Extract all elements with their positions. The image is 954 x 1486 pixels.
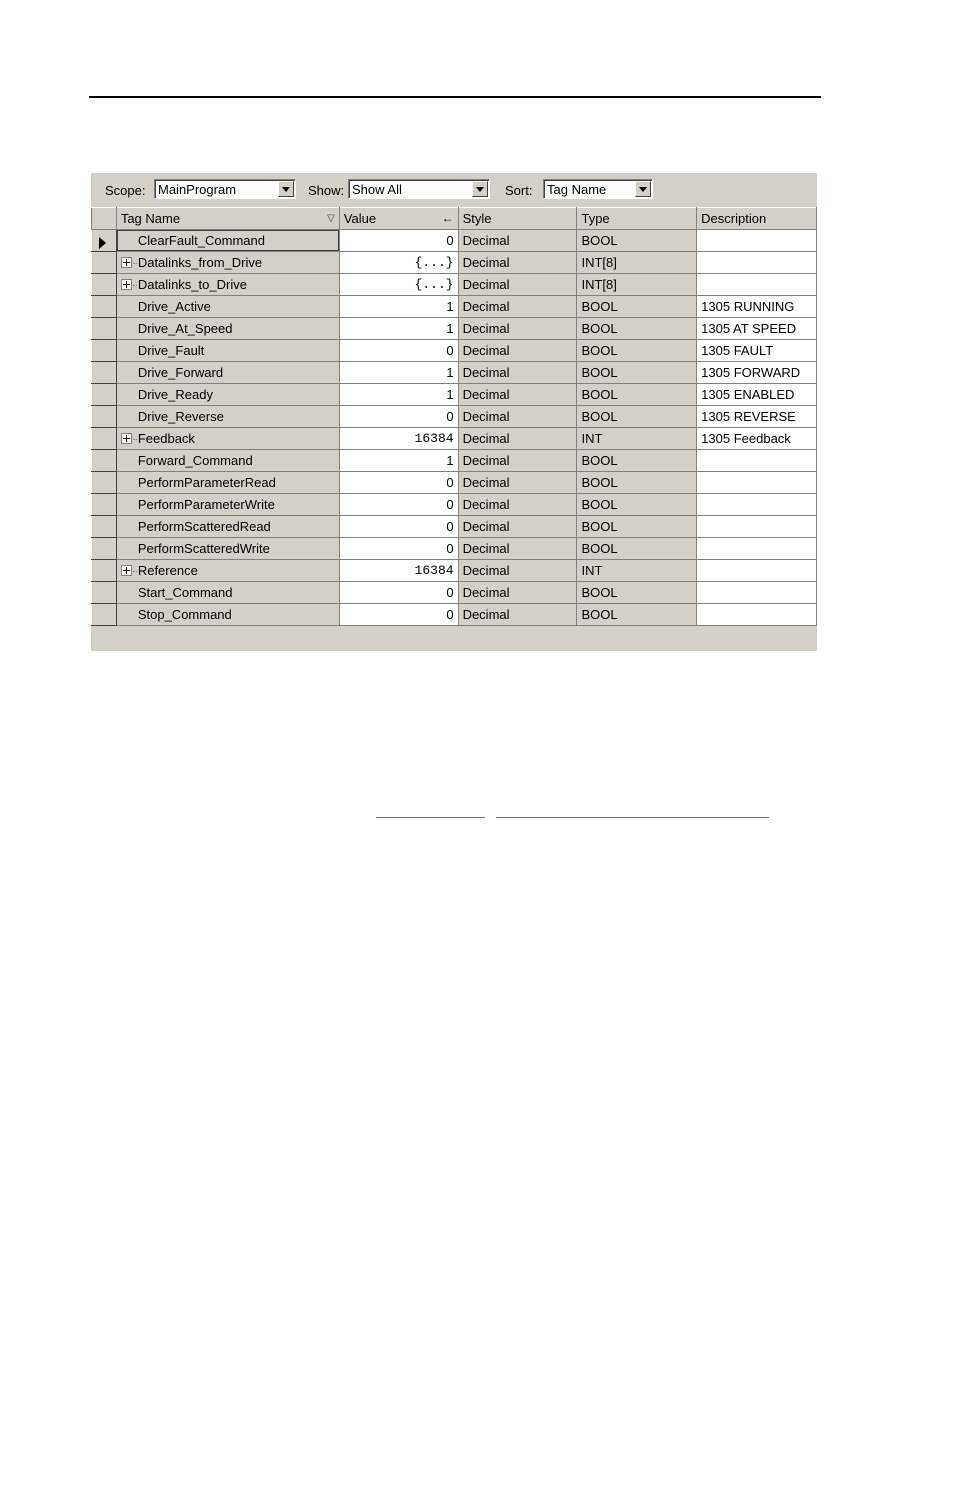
row-selector[interactable] bbox=[92, 296, 117, 318]
tag-description-cell[interactable] bbox=[697, 230, 817, 252]
tag-name-cell[interactable] bbox=[116, 560, 339, 582]
tag-value-cell[interactable]: {...} bbox=[339, 274, 458, 296]
column-header-description[interactable] bbox=[697, 208, 817, 230]
tag-type-cell: BOOL bbox=[577, 494, 697, 516]
tag-type-cell: BOOL bbox=[577, 450, 697, 472]
tag-name-text: Drive_Forward bbox=[137, 365, 224, 380]
tag-style-cell[interactable]: Decimal bbox=[458, 296, 577, 318]
table-row[interactable] bbox=[92, 340, 817, 362]
tag-name-cell[interactable] bbox=[116, 428, 339, 450]
tag-name-cell[interactable] bbox=[116, 604, 339, 626]
tag-value-cell[interactable]: 16384 bbox=[339, 428, 458, 450]
row-selector[interactable] bbox=[92, 516, 117, 538]
tag-type-cell: BOOL bbox=[577, 516, 697, 538]
row-selector[interactable] bbox=[92, 604, 117, 626]
tag-description-cell[interactable] bbox=[697, 604, 817, 626]
tag-value-cell[interactable]: 0 bbox=[339, 604, 458, 626]
tag-type-cell: BOOL bbox=[577, 230, 697, 252]
table-row[interactable] bbox=[92, 450, 817, 472]
tag-name-text: Start_Command bbox=[137, 585, 233, 600]
row-selector[interactable] bbox=[92, 472, 117, 494]
table-row[interactable] bbox=[92, 296, 817, 318]
tag-type-cell: INT bbox=[577, 560, 697, 582]
tag-name-cell[interactable] bbox=[116, 340, 339, 362]
tag-description-cell[interactable]: 1305 FORWARD bbox=[697, 362, 817, 384]
tag-editor-panel bbox=[91, 172, 817, 651]
tag-name-text: Stop_Command bbox=[137, 607, 232, 622]
tag-style-cell[interactable]: Decimal bbox=[458, 538, 577, 560]
tag-description-cell[interactable] bbox=[697, 274, 817, 296]
tag-type-cell: INT[8] bbox=[577, 252, 697, 274]
scope-dropdown[interactable] bbox=[154, 179, 296, 199]
row-selector[interactable] bbox=[92, 560, 117, 582]
expand-plus-icon[interactable] bbox=[121, 433, 132, 444]
table-row[interactable] bbox=[92, 604, 817, 626]
table-row[interactable] bbox=[92, 538, 817, 560]
tag-style-cell[interactable]: Decimal bbox=[458, 604, 577, 626]
table-row[interactable] bbox=[92, 318, 817, 340]
tag-description-cell[interactable] bbox=[697, 538, 817, 560]
tag-style-cell[interactable]: Decimal bbox=[458, 494, 577, 516]
tag-type-cell: BOOL bbox=[577, 318, 697, 340]
tree-connector bbox=[133, 571, 137, 572]
column-header-label: Type bbox=[581, 211, 610, 226]
tag-value-cell[interactable]: 0 bbox=[339, 406, 458, 428]
tag-table bbox=[91, 207, 817, 626]
tag-style-cell[interactable]: Decimal bbox=[458, 252, 577, 274]
tag-style-cell[interactable]: Decimal bbox=[458, 472, 577, 494]
tag-name-text: Drive_Active bbox=[137, 299, 211, 314]
show-label: Show: bbox=[308, 183, 345, 198]
table-row[interactable] bbox=[92, 252, 817, 274]
tag-type-cell: INT bbox=[577, 428, 697, 450]
column-header-style[interactable] bbox=[458, 208, 577, 230]
tag-description-cell[interactable]: 1305 ENABLED bbox=[697, 384, 817, 406]
left-arrow-icon: ← bbox=[441, 211, 454, 225]
scope-label: Scope: bbox=[105, 183, 146, 198]
sort-value: Tag Name bbox=[547, 182, 607, 197]
hyperlink-underline[interactable] bbox=[376, 817, 485, 818]
table-row[interactable] bbox=[92, 406, 817, 428]
tag-style-cell[interactable]: Decimal bbox=[458, 428, 577, 450]
table-row[interactable] bbox=[92, 494, 817, 516]
tag-value-cell[interactable]: 1 bbox=[339, 384, 458, 406]
chevron-down-icon[interactable] bbox=[278, 181, 294, 197]
tag-name-cell[interactable] bbox=[116, 494, 339, 516]
chevron-down-icon[interactable] bbox=[472, 181, 488, 197]
column-header-tag-name[interactable] bbox=[116, 208, 339, 230]
row-selector[interactable] bbox=[92, 340, 117, 362]
tag-description-cell[interactable] bbox=[697, 582, 817, 604]
tag-style-cell[interactable]: Decimal bbox=[458, 406, 577, 428]
tag-value-cell[interactable]: 0 bbox=[339, 472, 458, 494]
row-selector[interactable] bbox=[92, 428, 117, 450]
tag-name-cell[interactable] bbox=[116, 538, 339, 560]
table-row[interactable] bbox=[92, 274, 817, 296]
tag-name-cell[interactable] bbox=[116, 274, 339, 296]
tag-description-cell[interactable]: 1305 AT SPEED bbox=[697, 318, 817, 340]
row-selector[interactable] bbox=[92, 318, 117, 340]
row-selector[interactable] bbox=[92, 230, 117, 252]
page-header-rule bbox=[89, 96, 821, 98]
tag-style-cell[interactable]: Decimal bbox=[458, 318, 577, 340]
tag-name-cell[interactable] bbox=[116, 472, 339, 494]
column-header-label: Style bbox=[462, 211, 492, 226]
tag-type-cell: BOOL bbox=[577, 362, 697, 384]
tag-value-cell[interactable]: 1 bbox=[339, 318, 458, 340]
tag-name-cell[interactable] bbox=[116, 450, 339, 472]
tag-type-cell: BOOL bbox=[577, 604, 697, 626]
tag-style-cell[interactable]: Decimal bbox=[458, 582, 577, 604]
tag-name-cell[interactable] bbox=[116, 362, 339, 384]
tag-name-text: Datalinks_from_Drive bbox=[137, 255, 263, 270]
tag-name-cell[interactable] bbox=[116, 582, 339, 604]
tag-style-cell[interactable]: Decimal bbox=[458, 516, 577, 538]
tag-value-cell[interactable]: 1 bbox=[339, 296, 458, 318]
column-header-type[interactable] bbox=[577, 208, 697, 230]
table-row[interactable] bbox=[92, 362, 817, 384]
tag-style-cell[interactable]: Decimal bbox=[458, 230, 577, 252]
scope-value: MainProgram bbox=[158, 182, 237, 197]
tag-value-cell[interactable]: 0 bbox=[339, 230, 458, 252]
tree-connector bbox=[133, 285, 137, 286]
table-row[interactable] bbox=[92, 516, 817, 538]
row-selector[interactable] bbox=[92, 252, 117, 274]
tag-name-cell[interactable] bbox=[116, 296, 339, 318]
tag-type-cell: BOOL bbox=[577, 296, 697, 318]
tag-name-cell[interactable] bbox=[116, 252, 339, 274]
chevron-down-icon[interactable] bbox=[635, 181, 651, 197]
tag-description-cell[interactable]: 1305 RUNNING bbox=[697, 296, 817, 318]
hyperlink-underline[interactable] bbox=[496, 817, 769, 818]
tag-name-text: Drive_Fault bbox=[137, 343, 205, 358]
tag-type-cell: BOOL bbox=[577, 384, 697, 406]
tree-connector bbox=[133, 263, 137, 264]
tag-name-text: Drive_At_Speed bbox=[137, 321, 233, 336]
tag-name-cell[interactable] bbox=[116, 516, 339, 538]
tag-name-text: Forward_Command bbox=[137, 453, 253, 468]
show-value: Show All bbox=[352, 182, 402, 197]
tag-name-text: Datalinks_to_Drive bbox=[137, 277, 247, 292]
tag-description-cell[interactable] bbox=[697, 450, 817, 472]
tag-description-cell[interactable] bbox=[697, 560, 817, 582]
tag-description-cell[interactable]: 1305 REVERSE bbox=[697, 406, 817, 428]
tag-type-cell: INT[8] bbox=[577, 274, 697, 296]
tag-value-cell[interactable]: 0 bbox=[339, 340, 458, 362]
tag-name-text: ClearFault_Command bbox=[137, 233, 265, 248]
tag-value-cell[interactable]: 0 bbox=[339, 494, 458, 516]
sort-descending-icon: ▽ bbox=[327, 213, 335, 224]
expand-plus-icon[interactable] bbox=[121, 279, 132, 290]
tag-name-text: Drive_Reverse bbox=[137, 409, 224, 424]
tag-style-cell[interactable]: Decimal bbox=[458, 560, 577, 582]
tag-name-cell[interactable] bbox=[116, 384, 339, 406]
row-selector[interactable] bbox=[92, 362, 117, 384]
tag-value-cell[interactable]: 0 bbox=[339, 582, 458, 604]
tag-description-cell[interactable] bbox=[697, 516, 817, 538]
tag-style-cell[interactable]: Decimal bbox=[458, 450, 577, 472]
tag-name-text: Reference bbox=[137, 563, 198, 578]
tag-value-cell[interactable]: 0 bbox=[339, 538, 458, 560]
column-header-label: Description bbox=[701, 211, 767, 226]
tag-value-cell[interactable]: 16384 bbox=[339, 560, 458, 582]
tree-connector bbox=[133, 439, 137, 440]
tag-name-text: PerformParameterRead bbox=[137, 475, 276, 490]
row-selector[interactable] bbox=[92, 274, 117, 296]
row-selector[interactable] bbox=[92, 538, 117, 560]
sort-dropdown[interactable] bbox=[543, 179, 653, 199]
tag-name-text: PerformParameterWrite bbox=[137, 497, 275, 512]
table-row[interactable] bbox=[92, 560, 817, 582]
tag-value-cell[interactable]: 0 bbox=[339, 516, 458, 538]
tag-name-cell[interactable] bbox=[116, 406, 339, 428]
tag-description-cell[interactable] bbox=[697, 252, 817, 274]
tag-name-cell[interactable] bbox=[116, 230, 339, 252]
row-selector-header bbox=[92, 208, 117, 230]
tag-type-cell: BOOL bbox=[577, 406, 697, 428]
expand-plus-icon[interactable] bbox=[121, 257, 132, 268]
expand-plus-icon[interactable] bbox=[121, 565, 132, 576]
show-dropdown[interactable] bbox=[348, 179, 490, 199]
row-selector[interactable] bbox=[92, 582, 117, 604]
tag-description-cell[interactable]: 1305 Feedback bbox=[697, 428, 817, 450]
tag-type-cell: BOOL bbox=[577, 582, 697, 604]
tag-style-cell[interactable]: Decimal bbox=[458, 362, 577, 384]
tag-name-text: PerformScatteredWrite bbox=[137, 541, 270, 556]
tag-type-cell: BOOL bbox=[577, 538, 697, 560]
table-row[interactable] bbox=[92, 230, 817, 252]
tag-type-cell: BOOL bbox=[577, 340, 697, 362]
tag-description-cell[interactable] bbox=[697, 472, 817, 494]
tag-type-cell: BOOL bbox=[577, 472, 697, 494]
table-row[interactable] bbox=[92, 472, 817, 494]
tag-name-text: Feedback bbox=[137, 431, 195, 446]
table-row[interactable] bbox=[92, 582, 817, 604]
tag-style-cell[interactable]: Decimal bbox=[458, 384, 577, 406]
row-selector[interactable] bbox=[92, 384, 117, 406]
tag-description-cell[interactable]: 1305 FAULT bbox=[697, 340, 817, 362]
tag-style-cell[interactable]: Decimal bbox=[458, 340, 577, 362]
column-header-label: Value bbox=[343, 211, 377, 226]
row-selector[interactable] bbox=[92, 450, 117, 472]
tag-name-cell[interactable] bbox=[116, 318, 339, 340]
current-row-arrow-icon bbox=[99, 237, 106, 249]
column-header-value[interactable] bbox=[339, 208, 458, 230]
tag-value-cell[interactable]: 1 bbox=[339, 450, 458, 472]
sort-label: Sort: bbox=[505, 183, 533, 198]
tag-description-cell[interactable] bbox=[697, 494, 817, 516]
table-row[interactable] bbox=[92, 384, 817, 406]
tag-toolbar bbox=[91, 173, 817, 207]
tag-value-cell[interactable]: 1 bbox=[339, 362, 458, 384]
table-header-row bbox=[92, 208, 817, 230]
row-selector[interactable] bbox=[92, 494, 117, 516]
tag-name-text: PerformScatteredRead bbox=[137, 519, 271, 534]
table-row[interactable] bbox=[92, 428, 817, 450]
row-selector[interactable] bbox=[92, 406, 117, 428]
tag-name-text: Drive_Ready bbox=[137, 387, 213, 402]
tag-value-cell[interactable]: {...} bbox=[339, 252, 458, 274]
column-header-label: Tag Name bbox=[120, 211, 181, 226]
tag-style-cell[interactable]: Decimal bbox=[458, 274, 577, 296]
